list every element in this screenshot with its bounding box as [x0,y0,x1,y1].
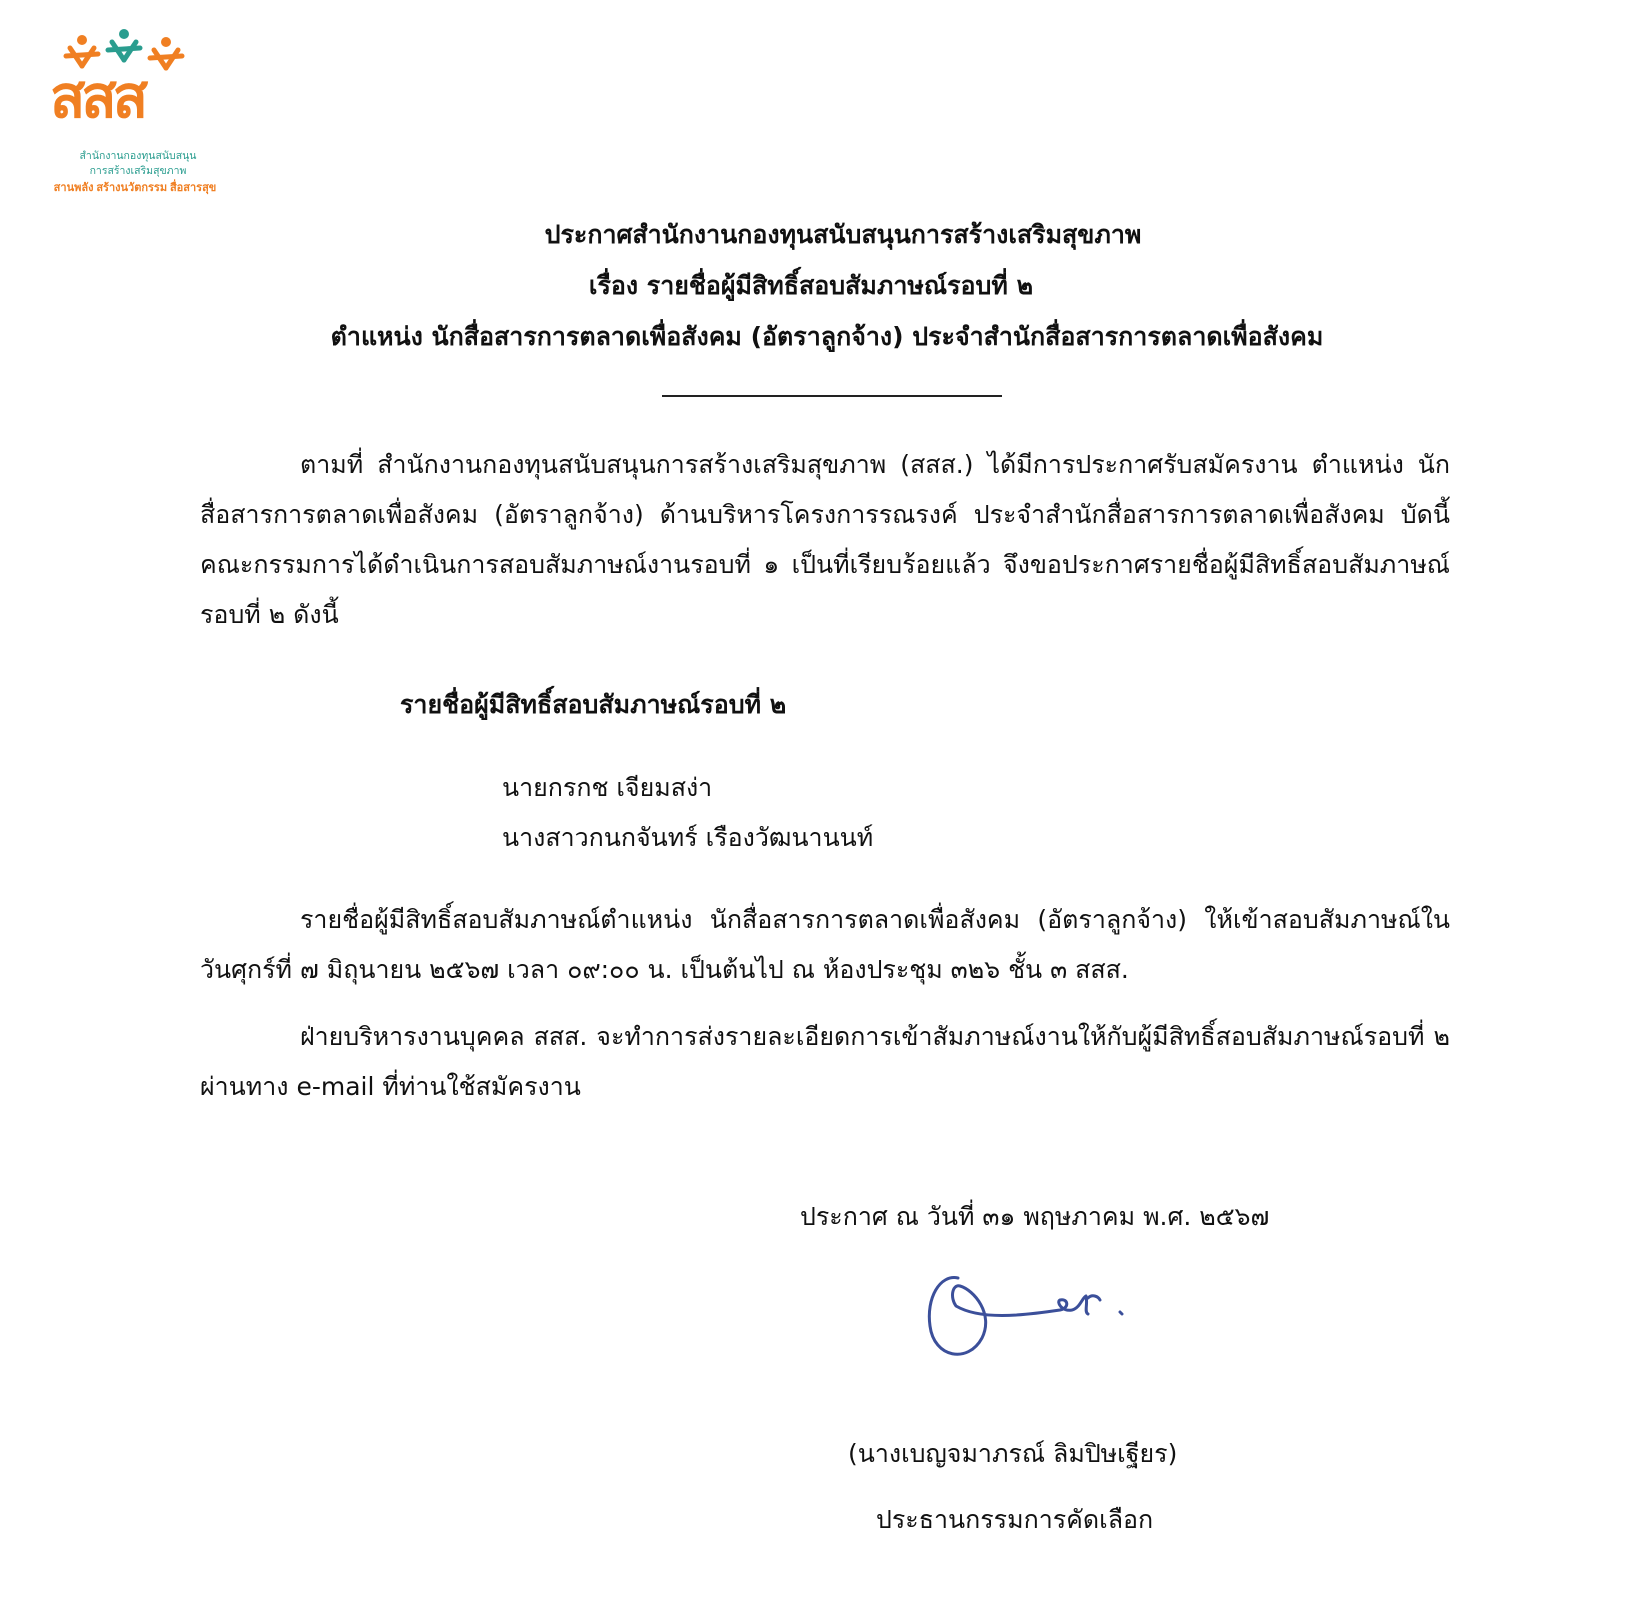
intro-paragraph-text: ตามที่ สำนักงานกองทุนสนับสนุนการสร้างเสริมสุขภาพ (สสส.) ได้มีการประกาศรับสมัครงาน ตำแหน่ง นักสื่อสารการตลาดเพื่อสังคม (อัตราลูกจ้าง) ด้านบริหารโครงการรณรงค์ ประจำสำนักสื่อสารการตลาดเพื่อสังคม บัดนี้คณะกรรมการได้ดำเนินการสอบสัมภาษณ์งานรอบที่ ๑ เป็นที่เรียบร้อยแล้ว จึงขอประกาศรายชื่อผู้มีสิทธิ์สอบสัมภาษณ์รอบที่ ๒ ดังนี้ [200,450,1450,629]
hr-notice-paragraph [200,1012,1450,1112]
intro-paragraph [200,440,1450,640]
candidate-name: นางสาวกนกจันทร์ เรืองวัฒนานนท์ [502,823,874,852]
logo-org-line-2: การสร้างเสริมสุขภาพ [89,165,187,177]
logo-slogan-2: สร้างนวัตกรรม [96,181,168,194]
announcement-date: ประกาศ ณ วันที่ ๓๑ พฤษภาคม พ.ศ. ๒๕๖๗ [800,1202,1270,1231]
logo-slogan [50,181,220,195]
signer-title: ประธานกรรมการคัดเลือก [876,1505,1154,1534]
signer-name: (นางเบญจมาภรณ์ ลิมปิษเฐียร) [848,1439,1178,1468]
handwritten-signature [920,1268,1160,1378]
logo-wordmark: สสส [50,63,145,131]
announcement-subject: เรื่อง รายชื่อผู้มีสิทธิ์สอบสัมภาษณ์รอบที่ ๒ [588,271,1034,300]
logo-slogan-3: สื่อสารสุข [169,181,217,194]
hr-notice-text: ฝ่ายบริหารงานบุคคล สสส. จะทำการส่งรายละเอียดการเข้าสัมภาษณ์งานให้กับผู้มีสิทธิ์สอบสัมภาษณ์รอบที่ ๒ ผ่านทาง e-mail ที่ท่านใช้สมัครงาน [200,1022,1450,1101]
announcement-title: ประกาศสำนักงานกองทุนสนับสนุนการสร้างเสริมสุขภาพ [544,220,1142,249]
header-divider [662,395,1002,397]
logo-slogan-1: สานพลัง [53,181,94,194]
org-logo [50,28,220,194]
candidate-name: นายกรกช เจียมสง่า [502,773,713,802]
logo-org-line-1: สำนักงานกองทุนสนับสนุน [79,150,197,162]
interview-details-paragraph [200,895,1450,995]
candidate-list-title: รายชื่อผู้มีสิทธิ์สอบสัมภาษณ์รอบที่ ๒ [400,690,787,719]
announcement-position: ตำแหน่ง นักสื่อสารการตลาดเพื่อสังคม (อัตราลูกจ้าง) ประจำสำนักสื่อสารการตลาดเพื่อสังคม [330,322,1324,351]
interview-details-text: รายชื่อผู้มีสิทธิ์สอบสัมภาษณ์ตำแหน่ง นักสื่อสารการตลาดเพื่อสังคม (อัตราลูกจ้าง) ให้เข้าสอบสัมภาษณ์ในวันศุกร์ที่ ๗ มิถุนายน ๒๕๖๗ เวลา ๐๙:๐๐ น. เป็นต้นไป ณ ห้องประชุม ๓๒๖ ชั้น ๓ สสส. [200,905,1450,984]
